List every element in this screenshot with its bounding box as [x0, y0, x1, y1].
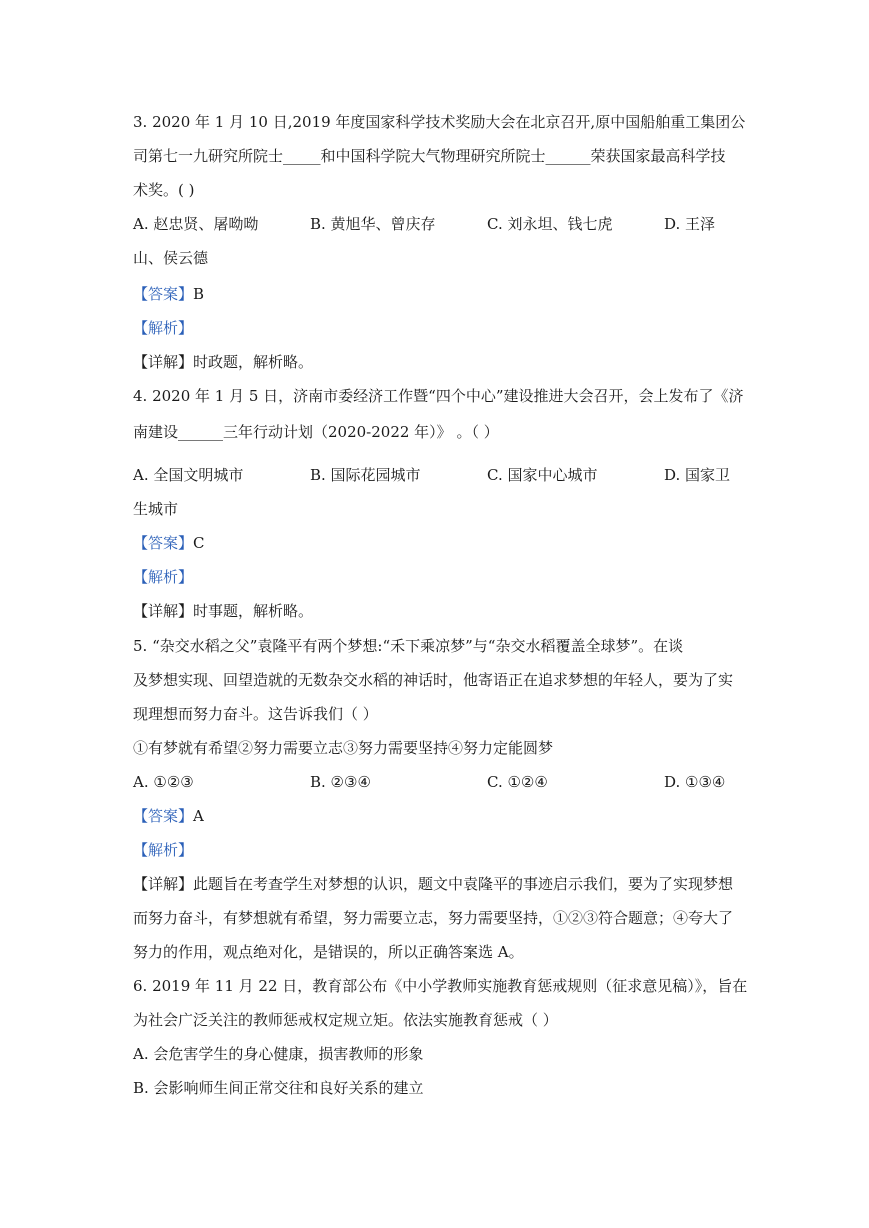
- q4-option-b: B. 国际花园城市: [310, 466, 421, 484]
- q3-option-c: C. 刘永坦、钱七虎: [487, 215, 613, 233]
- q4-stem-line-2: 南建设______三年行动计划（2020-2022 年）》 。（ ）: [133, 423, 499, 441]
- q6-option-a: A. 会危害学生的身心健康，损害教师的形象: [133, 1045, 424, 1063]
- q3-option-d-wrap: 山、侯云德: [133, 249, 209, 267]
- q5-option-b: B. ②③④: [310, 773, 371, 791]
- q4-option-d: D. 国家卫: [664, 466, 731, 484]
- q3-detail-text: 时政题，解析略。: [193, 353, 314, 371]
- q5-detail-line-1: 此题旨在考查学生对梦想的认识，题文中袁隆平的事迹启示我们，要为了实现梦想: [193, 875, 734, 893]
- q3-stem-line-1: 3. 2020 年 1 月 10 日,2019 年度国家科学技术奖励大会在北京召开,原中国船舶重工集团公: [133, 113, 746, 131]
- answer-tag: 【答案】: [133, 807, 194, 825]
- q3-answer-row: [133, 284, 204, 304]
- q6-stem-line-1: 6. 2019 年 11 月 22 日，教育部公布《中小学教师实施教育惩戒规则（征求意见稿）》，旨在: [133, 977, 748, 995]
- q5-option-c: C. ①②④: [487, 773, 548, 791]
- q5-stem-line-3: 现理想而努力奋斗。这告诉我们（ ）: [133, 705, 378, 723]
- analysis-tag: 【解析】: [133, 841, 194, 859]
- q4-option-c: C. 国家中心城市: [487, 466, 598, 484]
- detail-tag: 【详解】: [133, 875, 194, 893]
- q5-analysis-row: [133, 840, 193, 860]
- q4-option-d-wrap: 生城市: [133, 500, 179, 518]
- q5-statements: ①有梦就有希望②努力需要立志③努力需要坚持④努力定能圆梦: [133, 739, 554, 757]
- q3-option-a: A. 赵忠贤、屠呦呦: [133, 215, 259, 233]
- q3-detail-row: [133, 352, 313, 372]
- q5-detail-row: [133, 874, 733, 894]
- q3-stem-line-3: 术奖。( ): [133, 181, 195, 199]
- q3-analysis-row: [133, 318, 193, 338]
- q6-option-b: B. 会影响师生间正常交往和良好关系的建立: [133, 1079, 424, 1097]
- q5-answer-value: A: [193, 807, 204, 825]
- q4-detail-text: 时事题，解析略。: [193, 602, 314, 620]
- q5-detail-line-2: 而努力奋斗，有梦想就有希望，努力需要立志，努力需要坚持，①②③符合题意；④夸大了: [133, 909, 734, 927]
- q4-analysis-row: [133, 567, 193, 587]
- q3-option-b: B. 黄旭华、曾庆存: [310, 215, 436, 233]
- q3-stem-line-2: 司第七一九研究所院士_____和中国科学院大气物理研究所院士______荣获国家最高科学技: [133, 147, 726, 165]
- analysis-tag: 【解析】: [133, 319, 194, 337]
- q5-detail-line-3: 努力的作用，观点绝对化，是错误的，所以正确答案选 A。: [133, 943, 524, 961]
- q5-answer-row: [133, 806, 204, 826]
- q4-answer-value: C: [193, 534, 205, 552]
- q5-option-d: D. ①③④: [664, 773, 726, 791]
- q4-stem-line-1: 4. 2020 年 1 月 5 日，济南市委经济工作暨“四个中心”建设推进大会召开，会上发布了《济: [133, 387, 744, 405]
- q4-answer-row: [133, 533, 205, 553]
- q5-stem-line-1: 5. “杂交水稻之父”袁隆平有两个梦想:“禾下乘凉梦”与“杂交水稻覆盖全球梦”。在谈: [133, 637, 684, 655]
- q5-option-a: A. ①②③: [133, 773, 194, 791]
- answer-tag: 【答案】: [133, 534, 194, 552]
- analysis-tag: 【解析】: [133, 568, 194, 586]
- answer-tag: 【答案】: [133, 285, 194, 303]
- detail-tag: 【详解】: [133, 353, 194, 371]
- q5-stem-line-2: 及梦想实现、回望造就的无数杂交水稻的神话时，他寄语正在追求梦想的年轻人，要为了实: [133, 671, 734, 689]
- q3-option-d: D. 王泽: [664, 215, 716, 233]
- q4-detail-row: [133, 601, 313, 621]
- q6-stem-line-2: 为社会广泛关注的教师惩戒权定规立矩。依法实施教育惩戒（ ）: [133, 1011, 558, 1029]
- q3-answer-value: B: [193, 285, 205, 303]
- q4-option-a: A. 全国文明城市: [133, 466, 244, 484]
- detail-tag: 【详解】: [133, 602, 194, 620]
